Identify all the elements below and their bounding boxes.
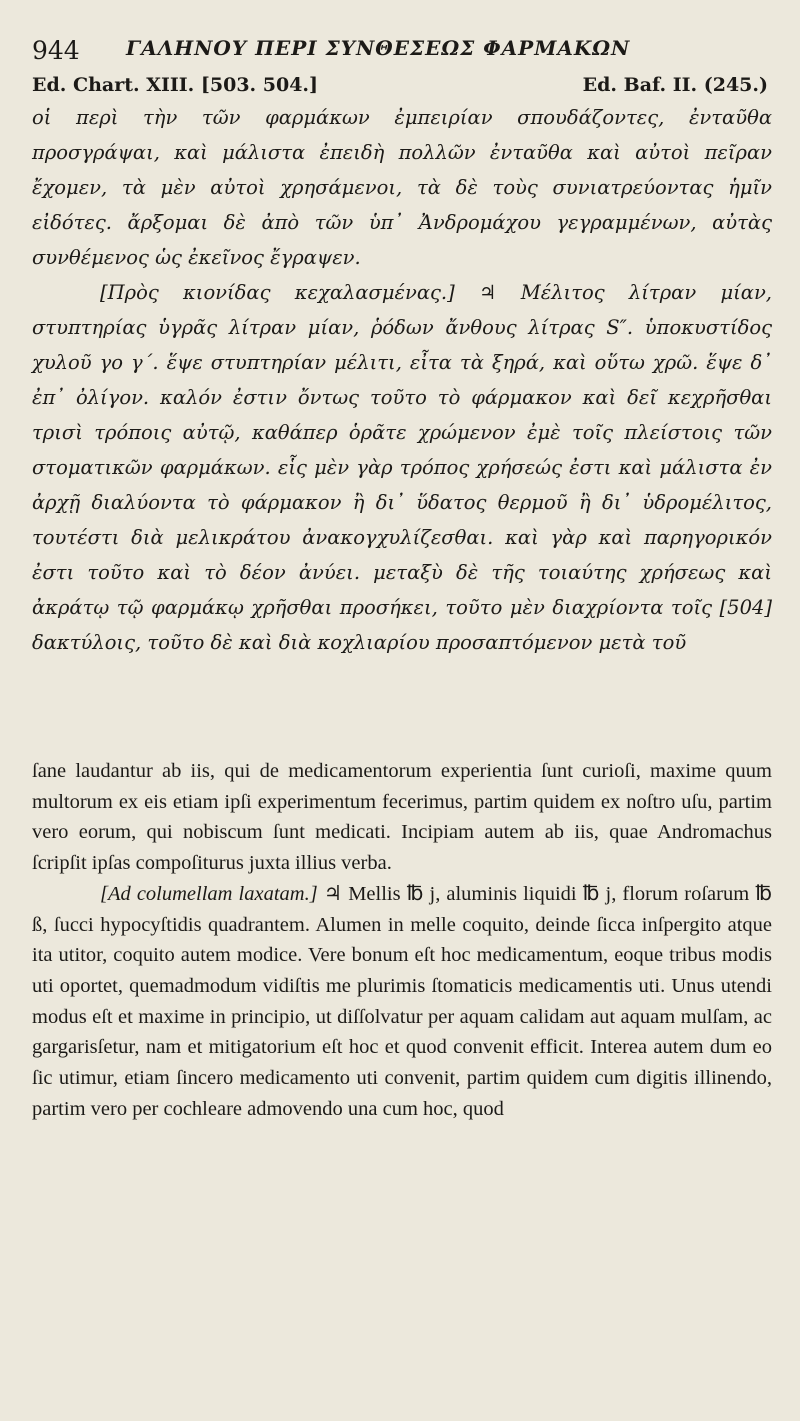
greek-paragraph-2: [Πρὸς κιονίδας κεχαλασμένας.] ♃ Μέλιτος λίτραν μίαν, στυπτηρίας ὑγρᾶς λίτραν μίαν, ῥόδων ἄνθους λίτρας S″. ὑποκυστίδος χυλοῦ γο γ΄. ἕψε στυπτηρίαν μέλιτι, εἶτα τὰ ξηρά, καὶ οὕτω χρῶ. ἕψε δ᾽ ἐπ᾽ ὀλίγον. καλόν ἐστιν ὄντως τοῦτο τὸ φάρμακον καὶ δεῖ κεχρῆσθαι τρισὶ τρόποις αὐτῷ, καθάπερ ὁρᾶτε χρώμενον ἐμὲ τοῖς πλείστοις τῶν στοματικῶν φαρμάκων. εἷς μὲν γὰρ τρόπος χρήσεώς ἐστι καὶ μάλιστα ἐν ἀρχῇ διαλύοντα τὸ φάρμακον ἢ δι᾽ ὕδατος θερμοῦ ἢ δι᾽ ὑδρομέλιτος, τουτέστι διὰ μελικράτου ἀνακογχυλίζεσθαι. καὶ γὰρ καὶ παρηγορικόν ἐστι τοῦτο καὶ τὸ δέον ἀνύει. μεταξὺ δὲ τῆς τοιαύτης χρήσεως καὶ ἀκράτῳ τῷ φαρμάκῳ χρῆσθαι προσήκει, τοῦτο μὲν διαχρίοντα τοῖς [504] δακτύλοις, τοῦτο δὲ καὶ διὰ κοχλιαρίου προσαπτόμενον μετὰ τοῦ bbox=[32, 281, 772, 654]
latin-text-block bbox=[32, 756, 772, 1124]
recipe-body: ♃ Mellis ℔ j, aluminis liquidi ℔ j, florum roſarum ℔ ß, ſucci hypocyſtidis quadrantem. Alumen in melle coquito, deinde ſicca inſpergito atque ita utitor, coquito autem modice. Vere bonum eſt hoc medicamentum, eoque tribus modis uti oportet, quemadmodum vidiſtis me plurimis ſtomaticis medicamentis uti. Unus utendi modus eſt et maxime in principio, ut diſſolvatur per aquam calidam aut aquam mulſam, ac gargarisſetur, nam et mitigatorium eſt hoc et quod convenit efficit. Interea autem dum eo ſic utimur, etiam ſincero medicamento uti convenit, partim quidem cum digitis illinendo, partim vero per cochleare admovendo una cum hoc, quod bbox=[32, 882, 772, 1120]
edition-reference-right: Ed. Baf. II. (245.) bbox=[582, 74, 768, 96]
greek-text-block bbox=[32, 100, 772, 660]
page-number: 944 bbox=[32, 36, 80, 65]
running-title: ΓΑΛΗΝΟΥ ΠΕΡΙ ΣΥΝΘΕΣΕΩΣ ΦΑΡΜΑΚΩΝ bbox=[126, 36, 631, 60]
edition-reference-left: Ed. Chart. XIII. [503. 504.] bbox=[32, 74, 319, 96]
greek-paragraph-1: οἱ περὶ τὴν τῶν φαρμάκων ἐμπειρίαν σπουδάζοντες, ἐνταῦθα προσγράψαι, καὶ μάλιστα ἐπειδὴ πολλῶν ἐνταῦθα καὶ αὐτοὶ πεῖραν ἔχομεν, τὰ μὲν αὐτοὶ χρησάμενοι, τὰ δὲ τοὺς συνιατρεύοντας ἡμῖν εἰδότες. ἄρξομαι δὲ ἀπὸ τῶν ὑπ᾽ Ἀνδρομάχου γεγραμμένων, αὐτὰς συνθέμενος ὡς ἐκεῖνος ἔγραψεν. bbox=[32, 106, 772, 269]
recipe-heading: [Ad columellam laxatam.] bbox=[100, 882, 318, 905]
latin-paragraph-1: ſane laudantur ab iis, qui de medicamentorum experientia ſunt curioſi, maxime quum multorum ex eis etiam ipſi experimentum fecerimus, partim quidem ex noſtro uſu, partim vero eorum, qui nobiscum ſunt medicati. Incipiam autem ab iis, quae Andromachus ſcripſit ipſas compoſiturus juxta illius verba. bbox=[32, 760, 772, 875]
page-header bbox=[32, 26, 772, 76]
latin-paragraph-2 bbox=[32, 879, 772, 1125]
